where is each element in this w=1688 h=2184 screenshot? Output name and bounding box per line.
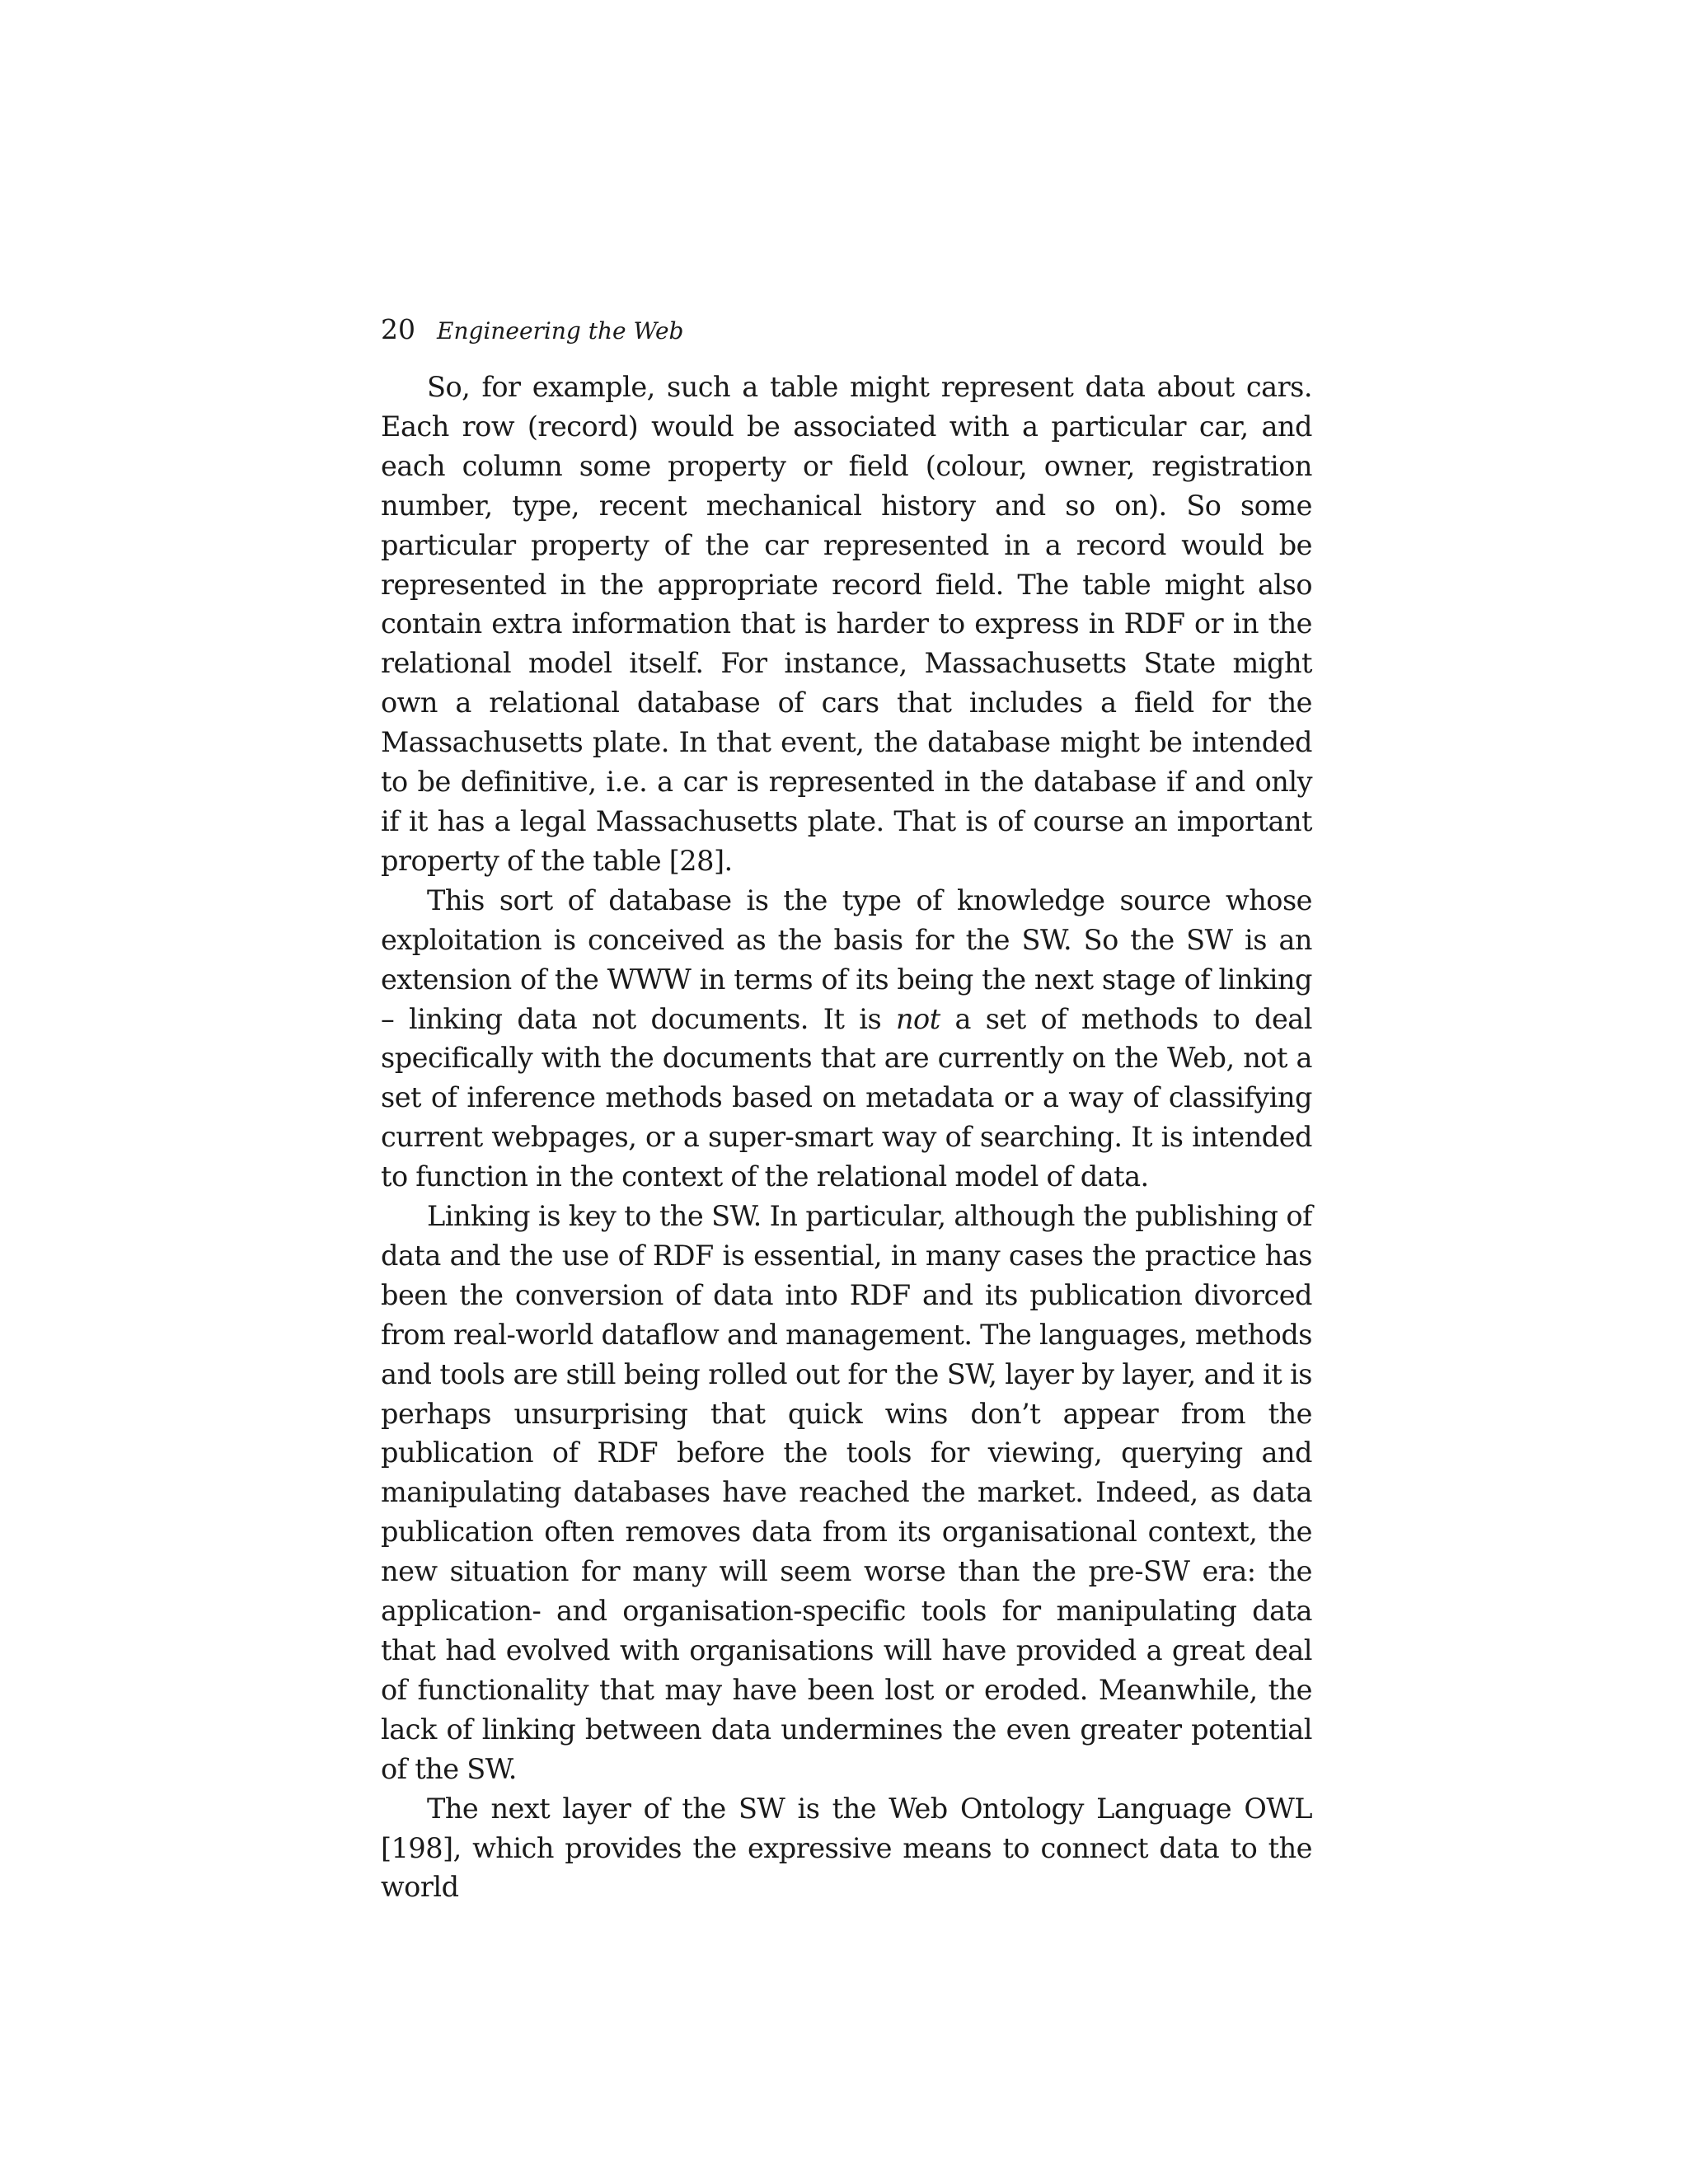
paragraph-linking: Linking is key to the SW. In particular, although the publishing of data and the use of RDF is essential, in many cases the practice has been the conversion of data into RDF and its publication divorced from real-world dataflow and management. The languages, methods and tools are still being rolled out for the SW, layer by layer, and it is perhaps unsurprising that quick wins don’t appear from the publication of RDF before the tools for viewing, querying and manipulating databases have reached the market. Indeed, as data publication often removes data from its organisational context, the new situation for many will seem worse than the pre-SW era: the application- and organisation-specific tools for manipulating data that had evolved with organisations will have provided a great deal of functionality that may have been lost or eroded. Meanwhile, the lack of linking between data undermines the even greater potential of the SW. bbox=[381, 1200, 1312, 1785]
paragraph-owl: The next layer of the SW is the Web Ontology Language OWL [198], which provides the expressive means to connect data to the world bbox=[381, 1792, 1312, 1904]
paragraph-cars-table: So, for example, such a table might represent data about cars. Each row (record) would be associated with a particular car, and each column some property or field (colour, owner, registration number, type, recent mechanical history and so on). So some particular property of the car represented in a record would be represented in the appropriate record field. The table might also contain extra information that is harder to express in RDF or in the relational model itself. For instance, Massachusetts State might own a relational database of cars that includes a field for the Massachusetts plate. In that event, the database might be intended to be definitive, i.e. a car is represented in the database if and only if it has a legal Massachusetts plate. That is of course an important property of the table [28]. bbox=[381, 371, 1312, 877]
paragraph-text-after: a set of methods to deal specifically with the documents that are currently on the Web, not a set of inference methods based on metadata or a way of classifying current webpages, or a super-smart way of searching. It is intended to function in the context of the relational model of data. bbox=[381, 1002, 1312, 1193]
body-text bbox=[381, 368, 1312, 1907]
page-number: 20 bbox=[381, 313, 415, 345]
book-page bbox=[381, 313, 1312, 1907]
paragraph-text-before: This sort of database is the type of knowledge source whose exploitation is conceived as the basis for the SW. So the SW is an extension of the WWW in terms of its being the next stage of linking – linking data not documents. It is bbox=[381, 883, 1312, 1035]
running-head bbox=[381, 313, 1312, 356]
running-title: Engineering the Web bbox=[437, 317, 684, 344]
paragraph-knowledge-source bbox=[381, 881, 1312, 1197]
paragraph-emphasis: not bbox=[895, 1002, 940, 1035]
